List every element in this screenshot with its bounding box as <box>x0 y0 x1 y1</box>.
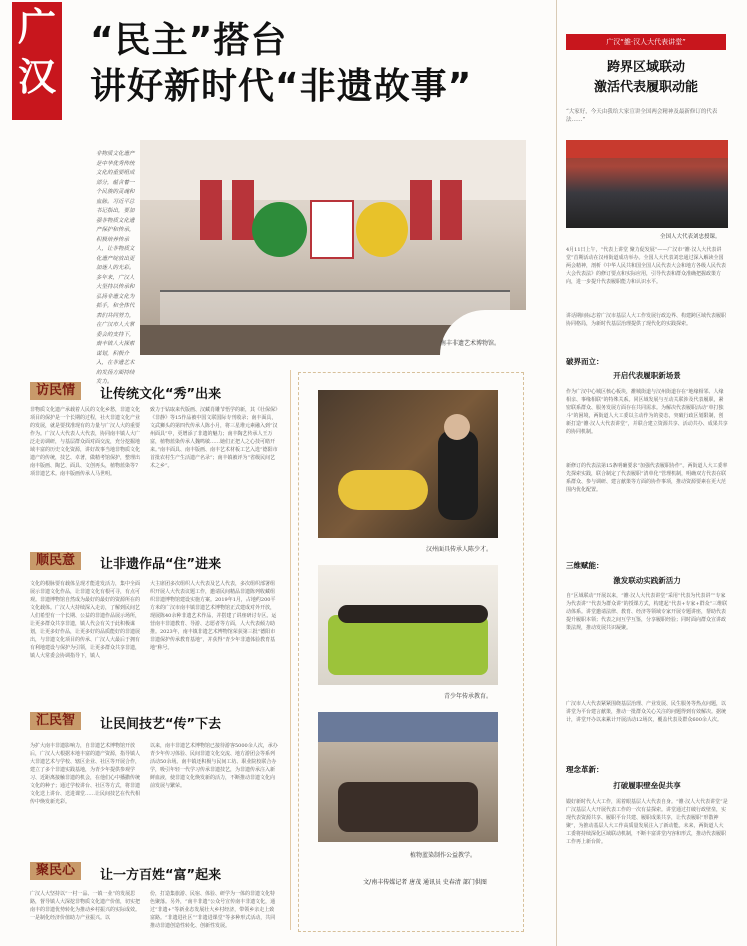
right-section-1-head: 破界而立： <box>566 357 604 366</box>
right-photo-caption: 全国人大代表刘忠授课。 <box>660 234 721 240</box>
column-divider-right <box>556 0 557 946</box>
section-2-col-1: 文化的根脉要有载体呈现才能进发活力，集中全面展示非遗文化作品，让非遗文化有根可寻，有点可观。非遗博物馆自然成为最好的最好的资源所在的文化载体。广汉人大持续深入走访，了解到民间艺人们希望有一个长期、公益的非遗作品展示场所，让更多群众共享非遗，镇人代会有关于此积极谋划，让更多好作品，让更多好的品质能好的非遗展出，与非遗文化项目的传承、广汉人大最后于拥有有利地建设与保护为引领，让更多群众共享非遗，镇人大常委会协调指导下，镇人 <box>30 581 141 659</box>
headline-line-2: 讲好新时代“非遗故事” <box>90 66 473 107</box>
section-title-1: 让传统文化“秀”出来 <box>100 387 222 402</box>
photo-caption-3: 植物蓝染制作公益教学。 <box>410 852 477 859</box>
section-tag-1: 访民情 <box>30 382 81 400</box>
hero-caption: 南丰非遗艺术博物馆。 <box>440 340 501 347</box>
photo-caption-2: 青少年传承教育。 <box>444 693 493 700</box>
photo-caption-1: 汉州面具传承人陈少才。 <box>426 546 493 553</box>
page-headline <box>90 18 472 110</box>
photo-youth-education <box>318 565 498 685</box>
section-1-col-1: 非物质文化遗产承载着人民的文化乡愁，非遗文化项目的保护是一个长期的过程，社火非遗文化产业的发展，就是要找准现有的力量与广汉人大的重要作为。广汉人大代表人大代表，协同南丰镇人大广泛走访调研，与基层群众面对面交流，充分挖掘地域丰富的历史文化资源，讲好故事当地非物质文化遗产的传统，技艺、卓著，做精考馆保护，整理出南丰版画、陶艺、面具、文创再头，植物蓝染等7项非遗艺术。南丰版画传承人马世明。 <box>30 407 141 477</box>
headline-line-1: “民主”搭台 <box>90 20 288 61</box>
right-para-1: 4月11日上午，“代表上讲堂 聚力促发展”——广汉市“雒·汉人大代表讲堂”首期活动在汉州街道成功举办。全国人大代表刘忠通过深入解读全国两会精神，剖析《中华人民共和国全国人民代表大会和地方各级人民代表大会代表法》的修订要点和实际应用，引导代表和群众准确把握政策方向，进一步提升代表履职能力和认识水平。 <box>566 247 727 285</box>
section-2-col-2: 大主席团多次组织人大代表及艺人代表，多次组织部署组织开展人大代表议题工作，邀请民间精品非遗陈列收藏组织非遗博物馆建设实施方案。2019年1月，占地约200平方米的广汉市南丰镇非遗艺术博物馆正式建成对外开放，现展陈40余种非遗艺术作品，并搭建了讲座研讨专区。运营南丰非遗教育、导游、志愿者等方面，人大代表倾力助推。2023年，南丰镇非遗艺术博物馆荣获第三批“德阳市非遗保护传承教育基地”，并获得“青少年非遗体验教育基地”称号。 <box>150 581 277 651</box>
section-title-3: 让民间技艺“传”下去 <box>100 717 222 732</box>
column-divider <box>290 370 291 930</box>
right-section-3-head: 理念革新： <box>566 765 604 774</box>
section-tag-3: 汇民智 <box>30 712 81 730</box>
masthead-char-1: 广 <box>17 4 56 49</box>
photo-mask-maker <box>318 390 498 538</box>
section-4-col-1: 广汉人大坚持以“一村一品、一镇一业”的发展思路，督导镇人大深挖非物质文化遗产价值，切实把南丰的非遗优势转化为推动乡村振兴的实际成效。一是制化经济价值助力产业振兴。以 <box>30 891 141 921</box>
right-section-2-sub: 激发联动实践新活力 <box>613 576 681 585</box>
section-title-2: 让非遗作品“住”进来 <box>100 557 222 572</box>
right-title-line-2: 激活代表履职动能 <box>593 80 698 95</box>
section-tag-4: 聚民心 <box>30 862 81 880</box>
masthead-guanghan <box>12 2 62 120</box>
intro-text: 非物质文化遗产是中华优秀传统文化的重要组成部分，蕴含着一个民族的灵魂和血脉。习近平总书记指出，要加强非物质文化遗产保护和传承，积极培养传承人，让非物质文化遗产绽放出更加迷人的光彩。多年来，广汉人大坚持以传承和弘扬非遗文化为抓手，和全体代表们共同努力，在广汉市人大常委会的支持下，南丰镇人大探索谋划，积极介入，在非遗艺术的发扬方面持续发力。 <box>96 151 135 385</box>
right-photo-lecture <box>566 140 728 228</box>
right-column-tag: 广汉“雒·汉人大代表讲堂” <box>566 34 726 50</box>
byline: 文/南丰传媒记者 唐茂 通讯员 史春清 部门供图 <box>363 879 487 886</box>
right-section-2-text: 自“区域联动”开展以来，“雒·汉人大代表讲堂”采用“代表为代表讲”“专家为代表讲”“代表为群众讲”的授课方式，构建起“代表+专家+群众”三维联动体系。讲堂邀请法律、教育、经济等领域专家开展专题讲座，帮助代表提升履职本领；代表之间互学互鉴，分享履职经验；同时面向群众宣讲政策法规，推动发展共识凝聚。 <box>566 593 728 631</box>
right-lead: “大家好，今天由我给大家宣讲全国两会精神及最新修订的代表法……” <box>566 109 718 123</box>
masthead-char-2: 汉 <box>17 54 56 99</box>
right-para-2: 讲话期间标志着广汉市基层人大工作发展行政边界、构建跨区域代表履职协同格局，为新时代基层治理提供了现代化的实践探索。 <box>566 313 727 327</box>
right-section-2-text-2: 广汉市人大代表紧紧围绕基层治理、产业发展、民生服务等热点问题，以讲堂为平台建言献策，推动一批群众关心关注的问题得到有效解决。据统计，讲堂开办以来累计开展活动12场次，覆盖代表及群众600余人次。 <box>566 701 727 723</box>
section-4-col-2: 份，打造集旅游、民宿、体验、研学为一体的非遗文化特色聚落。另外，“南丰非遗”公众号宣传南丰非遗文化，通过“非遗+”等新业态发展壮大乡村经济，带领乡亲走上致富路。“非遗进社区”“非遗进课堂”等多种形式活动，共同推动非遗创造性转化、创新性发展。 <box>150 891 276 929</box>
right-section-2-head: 三维赋能： <box>566 561 604 570</box>
section-3-col-1: 为扩大南丰非遗影响力，自非遗艺术博物馆开放后，广汉人大根据本地丰富的遗产资源，指导镇人大非遗艺术与学校、辖区企业、社区等开展合作，建立了多个非遗实践基地，为青少年提供参观学习、近距离接触非遗的机会，在他们心中播撒传统文化的种子；通过学校讲台、社区等方式，将非遗文化送上讲台、送进课堂……让民间技艺在代代相传中焕发新光彩。 <box>30 743 141 805</box>
right-title-line-1: 跨界区域联动 <box>606 60 685 75</box>
section-title-4: 让一方百姓“富”起来 <box>100 868 222 883</box>
hero-photo-museum <box>140 140 526 355</box>
right-section-3-text: 锻好新时代人大工作，需着眼基层人大代表自身。“雒·汉人大代表讲堂”是广汉基层人大开展代表工作的一次有益探索。讲堂通过打破行政壁垒，实现代表资源共享、履职平台共建、履职成果共享，让代表履职“形散神聚”，为推动基层人大工作高质量发展注入了新动能。未来，两街道人大工委将持续深化区域联动机制，不断丰富讲堂内容和形式，推动代表履职工作再上新台阶。 <box>566 799 728 845</box>
section-1-col-2: 致力于钻取来代版画、汉藏肖雕节悟学的新，其《壮保保》《非静》等15作品被中国文联国际专刊收录；南丰面具，文武狮头的第四代传承人陈小月，将三星堆元素融入到“汉州面具”中，更增添了非遗的魅力；南丰陶艺传承人王万富，植物蓝染传承人魏鸣敏……她们正把人之心技可睹开来。”南丰面具、南丰版画、南丰艺术材板工艺入选“德阳市首批农村生产生活遗产名录”；南丰镇被评为“省级民间艺术之乡”。 <box>150 407 278 469</box>
section-3-col-2: 以来，南丰非遗艺术博物馆已接待游客5000余人次，承办青少年传习体验、民间非遗文化交流、地方游团会等系列活动50余场。南丰镇还积极与民间工坊、职业院校联合办学，吸引年轻一代学习传承非遗技艺，为非遗传承注入新鲜血液，使非遗文化焕发新的活力，不断推动非遗文化向前发展与繁荣。 <box>150 743 278 789</box>
right-section-1-sub: 开启代表履职新场景 <box>613 371 681 380</box>
right-section-3-sub: 打破履职壁垒促共享 <box>613 781 681 790</box>
right-section-1-text-2: 新修订的代表法第15条明确要求“加强代表履职协作”。两街道人大工委率先探索实践，联合制定了代表履职“清单化”管理机制，明确双方代表在联系群众、参与调研、建言献策等方面的协作事项，推动资源要素在更大范围内优化配置。 <box>566 463 728 493</box>
section-tag-2: 顺民意 <box>30 552 81 570</box>
photo-indigo-dyeing <box>318 712 498 842</box>
right-column-title <box>566 58 726 98</box>
right-section-1-text: 作为广汉中心城区核心板块，雒城街道与汉州街道存在“地缘相邻、人缘相亲、事缘相联”的特殊关系。同区域发展与互动关联涉及代表履职，紧密联系群众、服务发展方面存在共同需求。为解决代表履职活动“单打独斗”的困境，两街道人大工委以主动作为的姿态，突破行政区划限制，创新打造“雒·汉人大代表讲堂”，并联合建立资源共享、活动共办、成果共享的协同机制。 <box>566 389 728 435</box>
